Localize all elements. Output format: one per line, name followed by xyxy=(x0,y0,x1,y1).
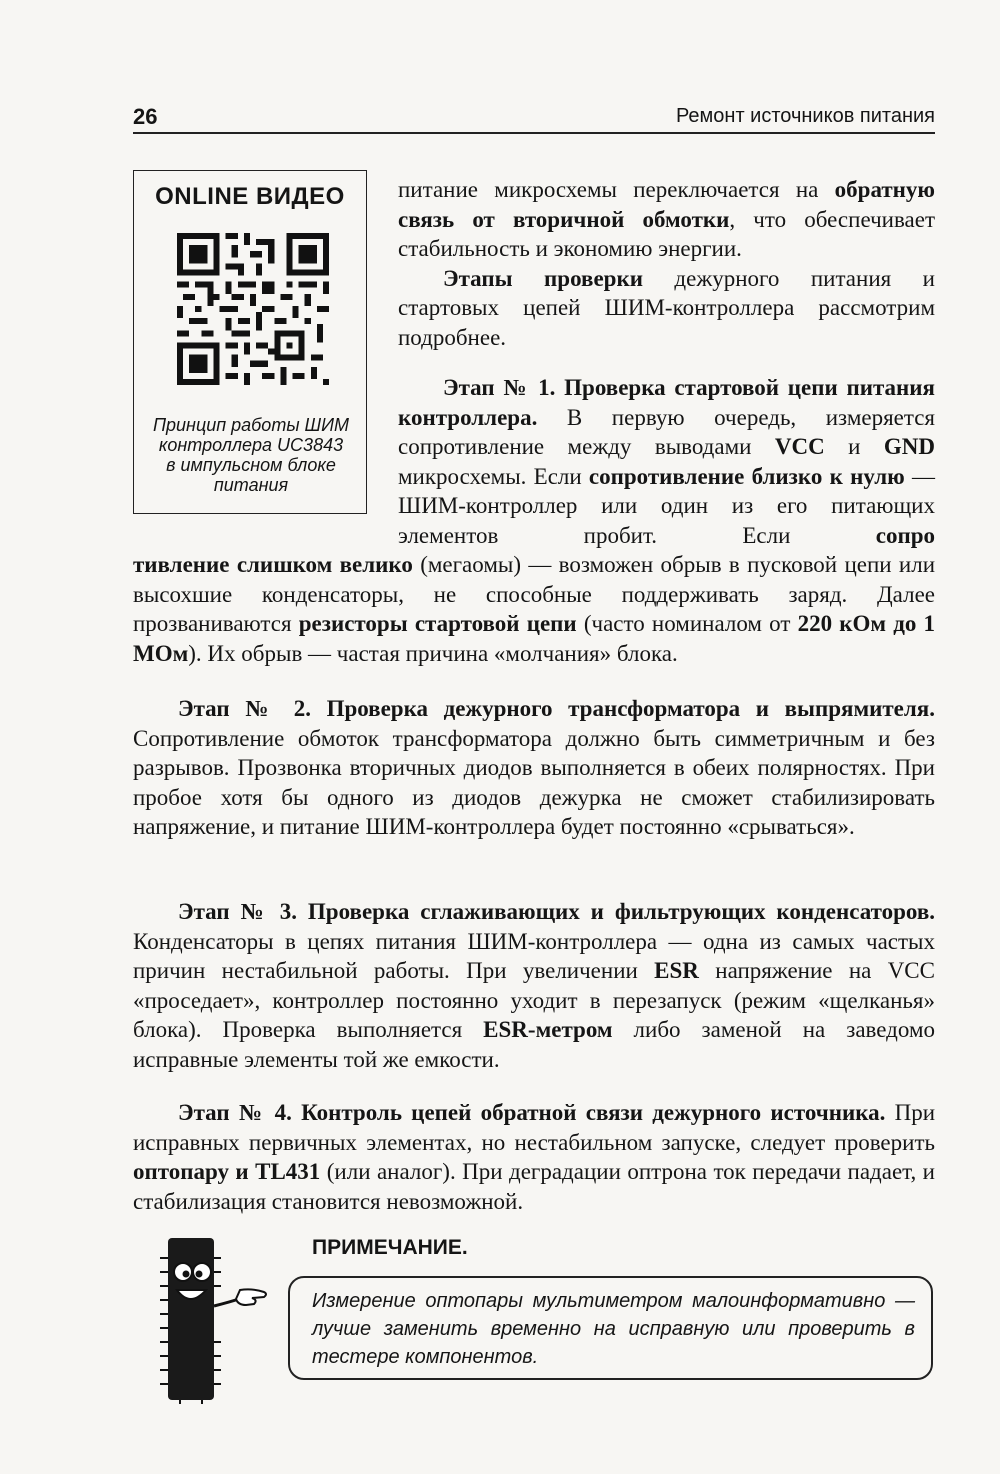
stage-3-section xyxy=(133,897,935,1074)
right-column xyxy=(398,175,935,352)
video-caption-line: в импульсном блоке xyxy=(166,455,336,475)
note-box xyxy=(288,1276,933,1380)
video-caption-line: контроллера UC3843 xyxy=(158,435,344,455)
qr-code-icon[interactable] xyxy=(177,233,329,385)
stage-1-paragraph-bottom: тивление слишком велико (мегаомы) — возможен обрыв в пусковой цепи или высохшие конденсаторы, не способные поддерживать заряд. Далее прозваниваются резисторы стартовой цепи (часто номиналом от 220 кОм до 1 МОм). Их обрыв — частая причина «молчания» блока. xyxy=(133,552,936,666)
video-caption xyxy=(138,415,364,495)
video-caption-line: питания xyxy=(213,475,289,495)
stages-intro-paragraph: Этапы проверки дежурного питания и стартовых цепей ШИМ-контроллера рассмотрим подробнее. xyxy=(398,265,935,350)
stage-4-section xyxy=(133,1098,935,1216)
stage-4-heading: Этап № 4. Контроль цепей обратной связи дежурного источника. xyxy=(178,1100,886,1125)
chip-mascot-icon xyxy=(150,1228,280,1408)
video-caption-line: Принцип работы ШИМ xyxy=(152,415,349,435)
video-title: ONLINE ВИДЕО xyxy=(155,183,345,210)
online-video-box[interactable] xyxy=(133,170,367,514)
page-header xyxy=(133,100,935,134)
stage-3-heading: Этап № 3. Проверка сглаживающих и фильтрующих конденсаторов. xyxy=(178,899,935,924)
page-number: 26 xyxy=(133,104,158,129)
stage-2-heading: Этап № 2. Проверка дежурного трансформатора и выпрямителя. xyxy=(178,696,935,721)
note-title: ПРИМЕЧАНИЕ. xyxy=(312,1236,468,1259)
stage-2-section xyxy=(133,694,935,842)
intro-paragraph: питание микросхемы переключается на обратную связь от вторичной обмотки, что обеспечивает стабильность и экономию энергии. xyxy=(398,177,935,261)
note-text: Измерение оптопары мультиметром малоинформативно — лучше заменить временно на исправную или проверить в тестере компонентов. xyxy=(312,1290,915,1368)
stage-3-paragraph: Этап № 3. Проверка сглаживающих и фильтрующих конденсаторов. Конденсаторы в цепях питания ШИМ-контроллера — одна из самых частых причин нестабильной работы. При увеличении ESR напряжение на VCC «проседает», контроллер постоянно уходит в перезапуск (режим «щелканья» блока). Проверка выполняется ESR-метром либо заменой на заведомо исправные элементы той же емкости. xyxy=(133,899,935,1072)
stage-1-heading: Этап № 1. Проверка стартовой цепи питания контроллера. xyxy=(398,375,935,430)
running-title: Ремонт источников питания xyxy=(675,105,935,127)
stage-2-paragraph: Этап № 2. Проверка дежурного трансформатора и выпрямителя. Сопротивление обмоток трансформатора должно быть симметричным и без разрывов. Прозвонка вторичных диодов выполняется в обеих полярностях. При пробое хотя бы одного из диодов дежурка не сможет стабилизировать напряжение, и питание ШИМ-контроллера будет постоянно «срываться». xyxy=(133,696,935,839)
stage-1-paragraph-top: Этап № 1. Проверка стартовой цепи питания контроллера. В первую очередь, измеряется сопротивление между выводами VCC и GND микросхемы. Если сопротивление близко к нулю — ШИМ-контроллер или один из его питающих элементов пробит. Если сопро xyxy=(398,375,935,548)
stage-4-paragraph: Этап № 4. Контроль цепей обратной связи дежурного источника. При исправных первичных элементах, но нестабильном запуске, следует проверить оптопару и TL431 (или аналог). При деградации оптрона ток передачи падает, и стабилизация становится невозможной. xyxy=(133,1100,935,1214)
